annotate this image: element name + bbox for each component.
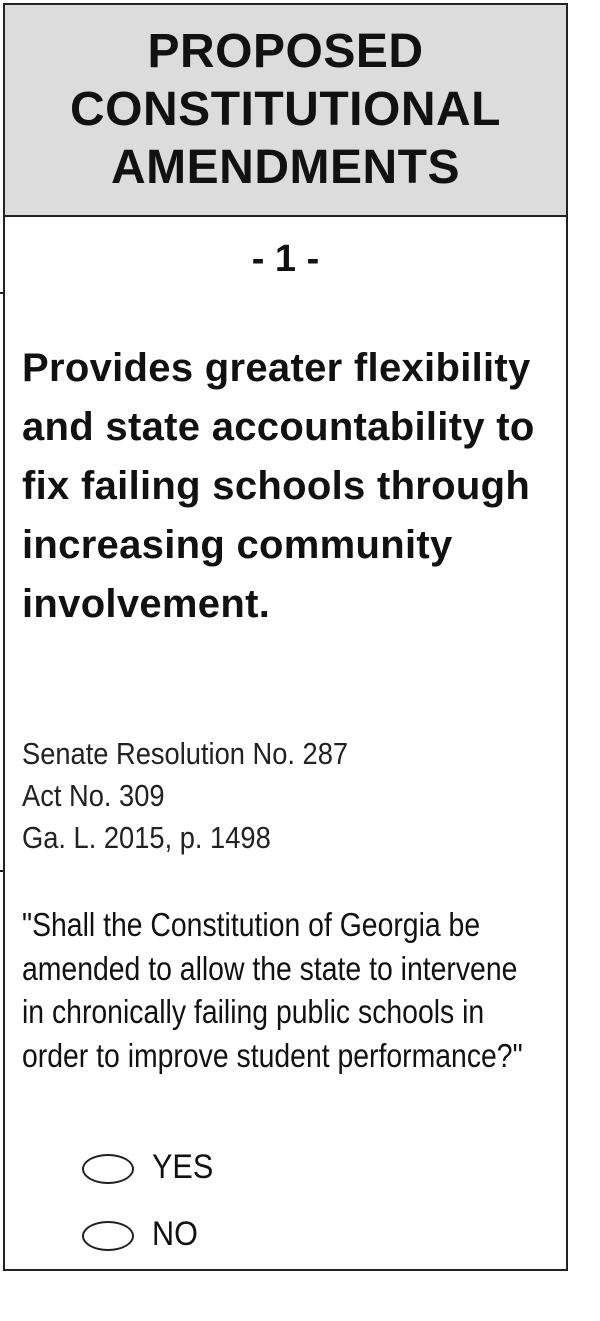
amendment-citations <box>22 733 480 859</box>
citation-act: Act No. 309 <box>22 778 165 813</box>
no-bubble[interactable] <box>82 1221 134 1251</box>
amendment-title: Provides greater flexibility and state accountability to fix failing schools through increasing community involvement. <box>22 346 535 626</box>
section-title: PROPOSED CONSTITUTIONAL AMENDMENTS <box>70 25 501 194</box>
citation-resolution: Senate Resolution No. 287 <box>22 736 349 771</box>
ballot-question: "Shall the Constitution of Georgia be amended to allow the state to intervene in chronically failing public schools in order to improve student performance?" <box>22 906 523 1074</box>
option-no[interactable] <box>82 1212 203 1256</box>
option-yes[interactable] <box>82 1145 220 1189</box>
section-header <box>5 5 566 217</box>
citation-law: Ga. L. 2015, p. 1498 <box>22 820 271 855</box>
yes-label: YES <box>152 1148 214 1186</box>
yes-bubble[interactable] <box>82 1154 134 1184</box>
amendment-number: - 1 - <box>251 238 320 280</box>
ballot-section <box>3 3 568 1271</box>
no-label: NO <box>152 1215 198 1253</box>
